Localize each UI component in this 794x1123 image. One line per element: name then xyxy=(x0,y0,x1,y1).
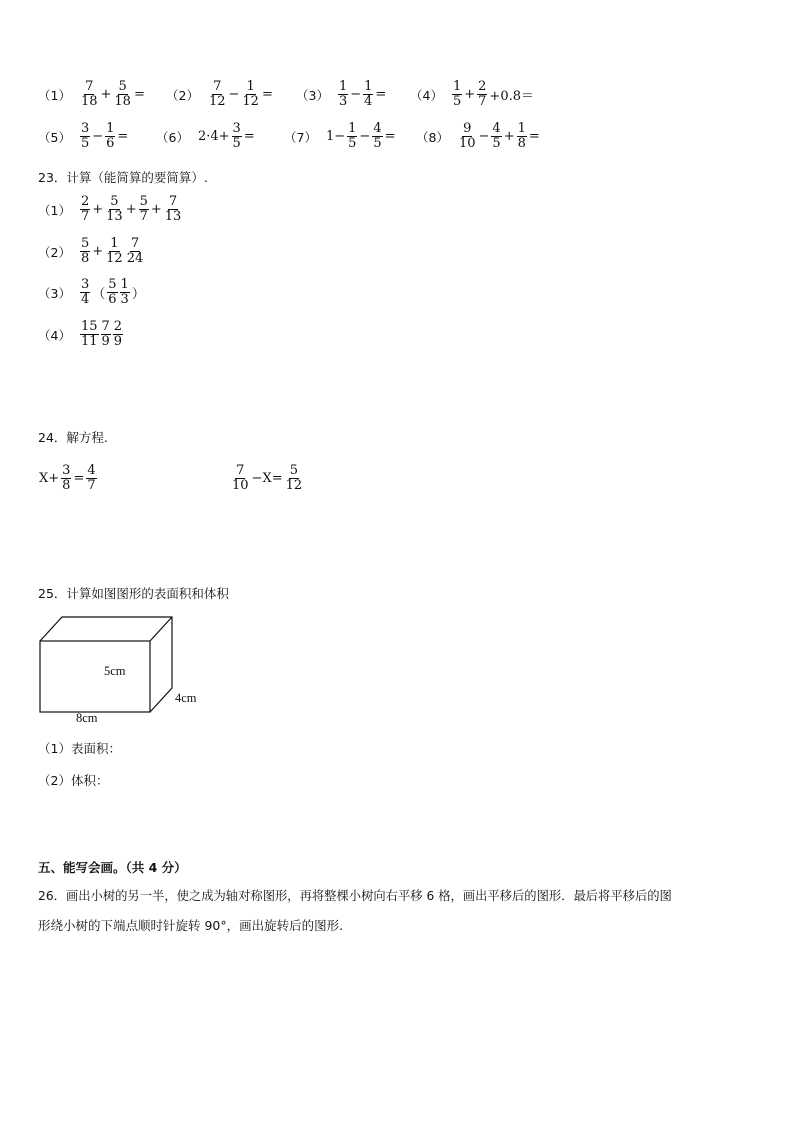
expression-lead: 1− xyxy=(325,129,346,144)
fraction: $\frac{5}{18}$ xyxy=(114,79,131,109)
fraction: $\frac{7}{12}$ xyxy=(208,79,226,109)
problem-label: （8） xyxy=(416,129,449,145)
problem-label: （2） xyxy=(166,87,199,103)
problem-label: （1） xyxy=(38,202,71,218)
q22-problem-4 xyxy=(410,80,535,109)
operator: + xyxy=(150,202,162,217)
equals-sign: = xyxy=(375,87,387,102)
fraction: $\frac{5}{8}$ xyxy=(80,236,90,266)
problem-label: （2） xyxy=(38,244,71,260)
problem-label: （3） xyxy=(38,285,71,301)
fraction: $\frac{7}{13}$ xyxy=(164,194,182,224)
q26-text-line-1: 26．画出小树的另一半，使之成为轴对称图形，再将整棵小树向右平移 6 格，画出平移后的图形．最后将平移后的图 xyxy=(38,889,672,903)
problem-label: （1） xyxy=(38,87,71,103)
operator: + xyxy=(125,202,137,217)
fraction: $\frac{7}{18}$ xyxy=(80,79,98,109)
cuboid-figure xyxy=(30,612,220,728)
fraction: $\frac{2}{9}$ xyxy=(113,319,123,349)
q23-problem-1 xyxy=(38,195,183,224)
problem-label: （5） xyxy=(38,129,71,145)
fraction: $\frac{1}{5}$ xyxy=(348,121,357,151)
fraction: $\frac{4}{7}$ xyxy=(87,463,96,493)
equals-sign: = xyxy=(384,129,396,144)
fraction: $\frac{4}{5}$ xyxy=(492,121,501,151)
fraction: $\frac{1}{8}$ xyxy=(517,121,526,151)
problem-label: （3） xyxy=(296,87,329,103)
equals-sign: = xyxy=(133,87,145,102)
q22-problem-2 xyxy=(166,80,274,109)
fraction: $\frac{5}{6}$ xyxy=(108,277,117,307)
operator-tail: +0.8＝ xyxy=(489,89,534,104)
fraction: $\frac{3}{8}$ xyxy=(62,463,71,493)
q24-title: 24．解方程. xyxy=(38,430,108,445)
operator: − xyxy=(92,129,104,144)
operator: + xyxy=(100,87,112,102)
fraction: $\frac{3}{5}$ xyxy=(232,121,241,151)
q23-problem-3 xyxy=(38,278,146,307)
fraction: $\frac{7}{9}$ xyxy=(101,319,110,349)
fraction: $\frac{1}{5}$ xyxy=(452,79,462,109)
paren-open: （ xyxy=(92,287,106,302)
operator: − xyxy=(228,87,240,102)
problem-label: （4） xyxy=(38,327,71,343)
equals-sign: = xyxy=(243,129,255,144)
problem-label: （7） xyxy=(284,129,317,145)
fraction: $\frac{1}{12}$ xyxy=(106,236,123,266)
height-label: 5cm xyxy=(104,664,126,678)
expression-lead: 2·4+ xyxy=(197,129,230,144)
fraction: $\frac{5}{7}$ xyxy=(139,194,148,224)
fraction: $\frac{1}{3}$ xyxy=(120,277,129,307)
operator: − xyxy=(478,129,490,144)
operator: + xyxy=(92,202,104,217)
operator: + xyxy=(503,129,515,144)
q22-problem-7 xyxy=(284,122,397,151)
operator: + xyxy=(92,244,104,259)
problem-label: （6） xyxy=(156,129,189,145)
equals-sign: = xyxy=(261,87,273,102)
fraction: $\frac{1}{12}$ xyxy=(242,79,259,109)
fraction: $\frac{7}{10}$ xyxy=(232,463,249,493)
q23-title: 23．计算（能简算的要简算）. xyxy=(38,170,208,185)
equals-sign: = xyxy=(117,129,129,144)
fraction: $\frac{2}{7}$ xyxy=(80,194,90,224)
cuboid-top-right-edge xyxy=(150,617,172,641)
fraction: $\frac{1}{4}$ xyxy=(364,79,373,109)
fraction: $\frac{7}{24}$ xyxy=(126,236,144,266)
q22-problem-3 xyxy=(296,80,387,109)
cuboid-front-face xyxy=(40,641,150,712)
section-5-title: 五、能写会画。（共 4 分） xyxy=(38,860,187,875)
equals-sign: = xyxy=(528,129,540,144)
paren-close: ） xyxy=(131,287,145,302)
fraction: $\frac{5}{13}$ xyxy=(106,194,123,224)
fraction: $\frac{15}{11}$ xyxy=(80,319,98,349)
q25-surface-area-prompt: （1）表面积： xyxy=(38,741,121,756)
q23-problem-2 xyxy=(38,237,145,266)
q24-equation-2 xyxy=(230,464,304,493)
q22-problem-1 xyxy=(38,80,146,109)
fraction: $\frac{3}{4}$ xyxy=(80,277,90,307)
q22-problem-8 xyxy=(416,122,541,151)
fraction: $\frac{2}{7}$ xyxy=(478,79,487,109)
operator: − xyxy=(350,87,362,102)
expression-lead: X+ xyxy=(39,471,60,486)
problem-label: （4） xyxy=(410,87,443,103)
expression-mid: −X= xyxy=(251,471,283,486)
fraction: $\frac{5}{12}$ xyxy=(285,463,303,493)
q25-title: 25．计算如图图形的表面积和体积 xyxy=(38,586,229,601)
q22-problem-5 xyxy=(38,122,129,151)
fraction: $\frac{9}{10}$ xyxy=(458,121,476,151)
q26-text-line-2: 形绕小树的下端点顺时针旋转 90°，画出旋转后的图形. xyxy=(38,918,344,933)
depth-label: 4cm xyxy=(175,691,197,705)
q22-problem-6 xyxy=(156,122,256,151)
q24-equation-1 xyxy=(38,464,98,493)
operator: + xyxy=(464,87,476,102)
fraction: $\frac{4}{5}$ xyxy=(373,121,382,151)
q25-volume-prompt: （2）体积： xyxy=(38,773,109,788)
operator: − xyxy=(359,129,371,144)
fraction: $\frac{1}{3}$ xyxy=(338,79,348,109)
q23-problem-4 xyxy=(38,320,124,349)
fraction: $\frac{1}{6}$ xyxy=(106,121,115,151)
fraction: $\frac{3}{5}$ xyxy=(80,121,90,151)
length-label: 8cm xyxy=(76,711,98,725)
equals-sign: = xyxy=(73,471,85,486)
